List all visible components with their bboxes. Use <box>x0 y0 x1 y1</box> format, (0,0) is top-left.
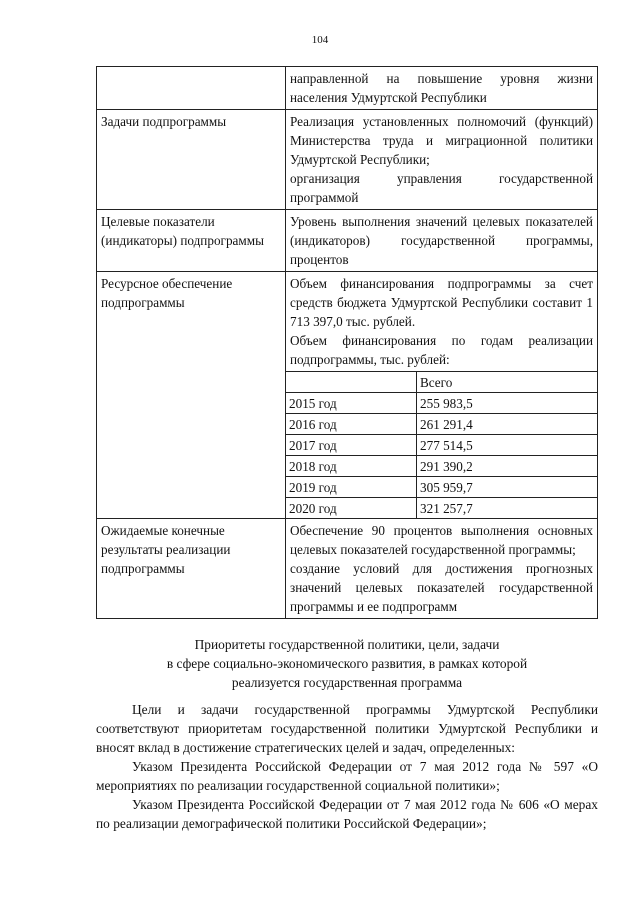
row-label-resources: Ресурсное обеспечение подпрограммы <box>97 272 286 519</box>
financing-total: 291 390,2 <box>417 456 598 477</box>
value-text: Обеспечение 90 процентов выполнения основных целевых показателей государственной программы; <box>290 523 593 557</box>
financing-row <box>286 477 597 498</box>
row-label-indicators: Целевые показатели (индикаторы) подпрограммы <box>97 210 286 272</box>
heading-line: Приоритеты государственной политики, цели, задачи <box>194 637 500 652</box>
row-label-tasks: Задачи подпрограммы <box>97 110 286 210</box>
row-label-results: Ожидаемые конечные результаты реализации подпрограммы <box>97 519 286 619</box>
financing-row <box>286 456 597 477</box>
financing-header-row <box>286 372 597 393</box>
financing-year: 2015 год <box>286 393 417 414</box>
financing-total: 277 514,5 <box>417 435 598 456</box>
table-row <box>97 110 598 210</box>
row-label <box>97 67 286 110</box>
table-row <box>97 272 598 519</box>
financing-total: 321 257,7 <box>417 498 598 519</box>
financing-table <box>286 371 597 518</box>
financing-header-total: Всего <box>417 372 598 393</box>
financing-row <box>286 393 597 414</box>
row-value-resources <box>286 272 598 519</box>
row-value-tasks <box>286 110 598 210</box>
value-text: Объем финансирования подпрограммы за счет средств бюджета Удмуртской Республики составит 1 713 397,0 тыс. рублей. <box>290 276 593 329</box>
paragraph: Цели и задачи государственной программы Удмуртской Республики соответствуют приоритетам государственной политики Удмуртской Республики и вносят вклад в достижение стратегических целей и задач, определенных: <box>96 702 598 755</box>
page-number: 104 <box>311 34 329 46</box>
heading-line: в сфере социально-экономического развития, в рамках которой <box>166 656 528 671</box>
financing-row <box>286 435 597 456</box>
value-text: организация управления государственной программой <box>290 171 593 205</box>
financing-year: 2020 год <box>286 498 417 519</box>
financing-total: 261 291,4 <box>417 414 598 435</box>
paragraph: Указом Президента Российской Федерации от 7 мая 2012 года № 606 «О мерах по реализации демографической политики Российской Федерации»; <box>96 797 598 831</box>
row-value-results <box>286 519 598 619</box>
value-text: направленной на повышение уровня жизни населения Удмуртской Республики <box>290 71 593 105</box>
financing-year: 2016 год <box>286 414 417 435</box>
financing-header-empty <box>286 372 417 393</box>
table-row <box>97 67 598 110</box>
value-text: Объем финансирования по годам реализации подпрограммы, тыс. рублей: <box>290 333 593 367</box>
value-text: Реализация установленных полномочий (функций) Министерства труда и миграционной политики Удмуртской Республики; <box>290 114 593 167</box>
financing-year: 2019 год <box>286 477 417 498</box>
financing-total: 255 983,5 <box>417 393 598 414</box>
paragraph: Указом Президента Российской Федерации от 7 мая 2012 года № 597 «О мероприятиях по реализации государственной социальной политики»; <box>96 759 598 793</box>
value-text: создание условий для достижения прогнозных значений целевых показателей государственной программы и ее подпрограмм <box>290 561 593 614</box>
value-text: Уровень выполнения значений целевых показателей (индикаторов) государственной программы, процентов <box>290 214 593 267</box>
heading-line: реализуется государственная программа <box>231 675 463 690</box>
section-heading <box>96 635 598 692</box>
passport-table <box>96 66 598 619</box>
financing-year: 2017 год <box>286 435 417 456</box>
financing-row <box>286 414 597 435</box>
financing-total: 305 959,7 <box>417 477 598 498</box>
financing-row <box>286 498 597 519</box>
body-text <box>96 700 598 833</box>
financing-year: 2018 год <box>286 456 417 477</box>
row-value <box>286 67 598 110</box>
row-value-indicators <box>286 210 598 272</box>
table-row <box>97 210 598 272</box>
table-row <box>97 519 598 619</box>
